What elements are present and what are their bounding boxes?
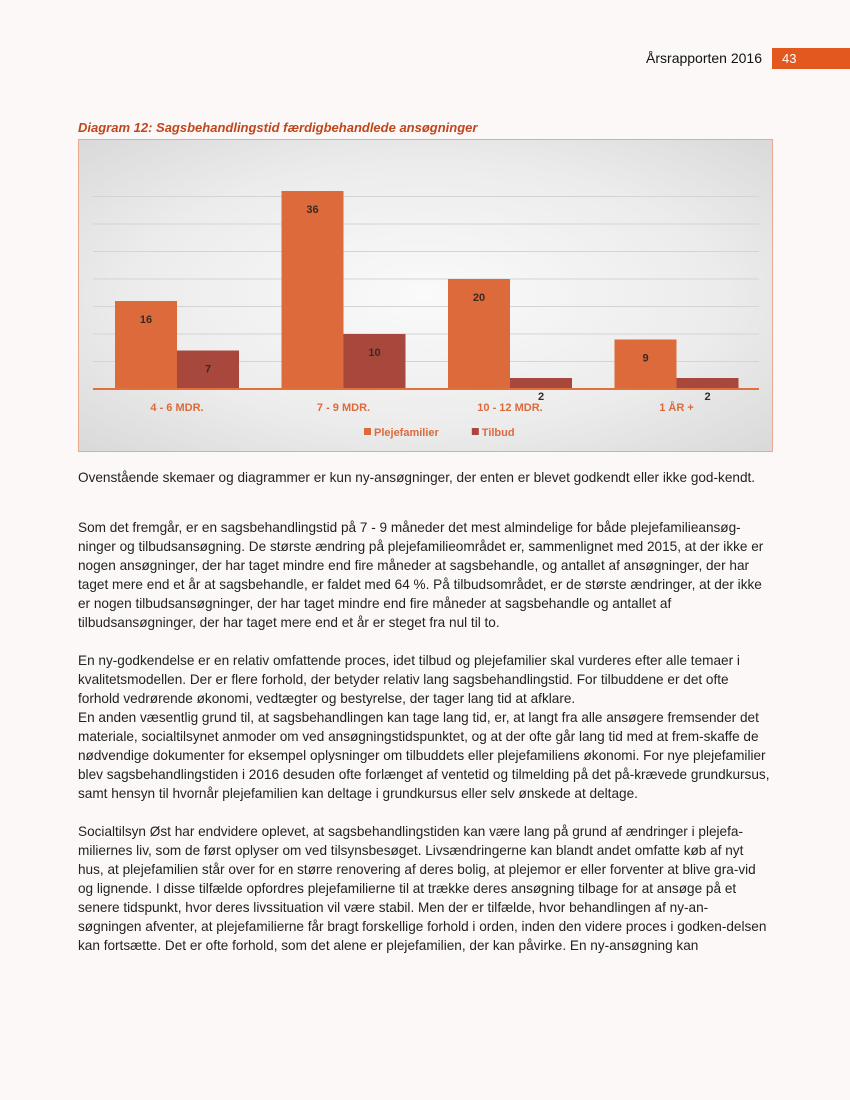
legend-swatch-tilbud: [472, 428, 479, 435]
category-label: 4 - 6 MDR.: [150, 402, 204, 414]
data-label: 20: [472, 292, 486, 304]
data-label: 7: [204, 363, 212, 376]
data-label: 9: [642, 352, 649, 365]
chart-svg: [79, 140, 774, 453]
bar-tilbud: [510, 378, 572, 389]
category-label: 1 ÅR +: [659, 402, 694, 414]
paragraph-text: En ny-godkendelse er en relativ omfattende proces, idet tilbud og plejefamilier skal vurderes efter alle temaer i kvalitetsmodellen. Der er flere forhold, der betyder relativ lang sagsbehandlingstid. For tilbuddene er det ofte forhold vedrørende økonomi, vedtægter og bestyrelse, der tager lang tid at afklare.: [78, 653, 740, 706]
legend-label-tilbud: Tilbud: [481, 427, 515, 439]
data-label: 16: [139, 314, 153, 326]
paragraph-1: [78, 468, 771, 487]
paragraph-5: [78, 822, 771, 955]
paragraph-text: Som det fremgår, er en sagsbehandlingstid på 7 - 9 måneder det mest almindelige for både plejefamilieansøg-ninger og tilbudsansøgning. De største ændring på plejefamilieområdet er, sammenlignet med 2015, at der ikke er nogen ansøgninger, der har taget mindre end fire måneder at sagsbehandle, og antallet af ansøgninger, der har taget mere end et år at sagsbehandle, er faldet med 64 %. På tilbudsområdet, er de største ændringer, at der ikke er nogen tilbudsansøgninger, der har taget mindre end fire måneder at sagsbehandle og antallet af tilbudsansøgninger, der har taget mere end et år er steget fra nul til to.: [78, 520, 764, 630]
bar-chart: [78, 139, 773, 452]
paragraph-2: [78, 518, 771, 632]
legend-swatch-plejefamilier: [364, 428, 371, 435]
paragraph-text: En anden væsentlig grund til, at sagsbehandlingen kan tage lang tid, er, at langt fra alle ansøgere fremsender det materiale, socialtilsynet anmoder om ved ansøgningstidspunktet, og at der ofte går lang tid med at frem-skaffe de nødvendige dokumenter for eksempel oplysninger om tilbuddets eller plejefamiliens økonomi. For nye plejefamilier blev sagsbehandlingstiden i 2016 desuden ofte forlænget af ventetid og tilmelding på det på-krævede grundkursus, samt hensyn til hvornår plejefamilien kan deltage i grundkursus eller selv ønskede at deltage.: [78, 710, 770, 801]
category-label: 7 - 9 MDR.: [316, 402, 371, 414]
paragraph-3: [78, 651, 771, 708]
data-label: 10: [368, 347, 381, 359]
data-label: 36: [306, 204, 319, 216]
paragraph-text: Ovenstående skemaer og diagrammer er kun ny-ansøgninger, der enten er blevet godkendt eller ikke god-kendt.: [78, 470, 756, 485]
legend-label-plejefamilier: Plejefamilier: [374, 427, 439, 439]
bar-tilbud: [677, 378, 739, 389]
data-label: 2: [704, 391, 711, 403]
category-label: 10 - 12 MDR.: [477, 402, 543, 414]
paragraph-4: [78, 708, 771, 803]
diagram-caption: Diagram 12: Sagsbehandlingstid færdigbehandlede ansøgninger: [78, 120, 478, 135]
bar-plejefamilier: [282, 191, 344, 389]
page-number-badge: 43: [772, 48, 850, 69]
paragraph-text: Socialtilsyn Øst har endvidere oplevet, at sagsbehandlingstiden kan være lang på grund af ændringer i plejefa-miliernes liv, som de først oplyser om ved tilsynsbesøget. Livsændringerne kan blandt andet omfatte køb af nyt hus, at plejefamilien står over for en større renovering af deres bolig, at plejemor er eller forventer at blive gra-vid og lignende. I disse tilfælde opfordres plejefamilierne til at trække deres ansøgning tilbage for at ansøge på et senere tidspunkt, hvor deres livssituation vil være stabil. Men der er tilfælde, hvor behandlingen af ny-an-søgningen afventer, at plejefamilierne får bragt forskellige forhold i orden, inden den videre proces i godken-delsen kan fortsætte. Det er ofte forhold, som det alene er plejefamilien, der kan påvirke. En ny-ansøgning kan: [78, 824, 767, 953]
bar-tilbud: [344, 334, 406, 389]
running-header-title: Årsrapporten 2016: [646, 50, 762, 66]
data-label: 2: [537, 391, 545, 403]
